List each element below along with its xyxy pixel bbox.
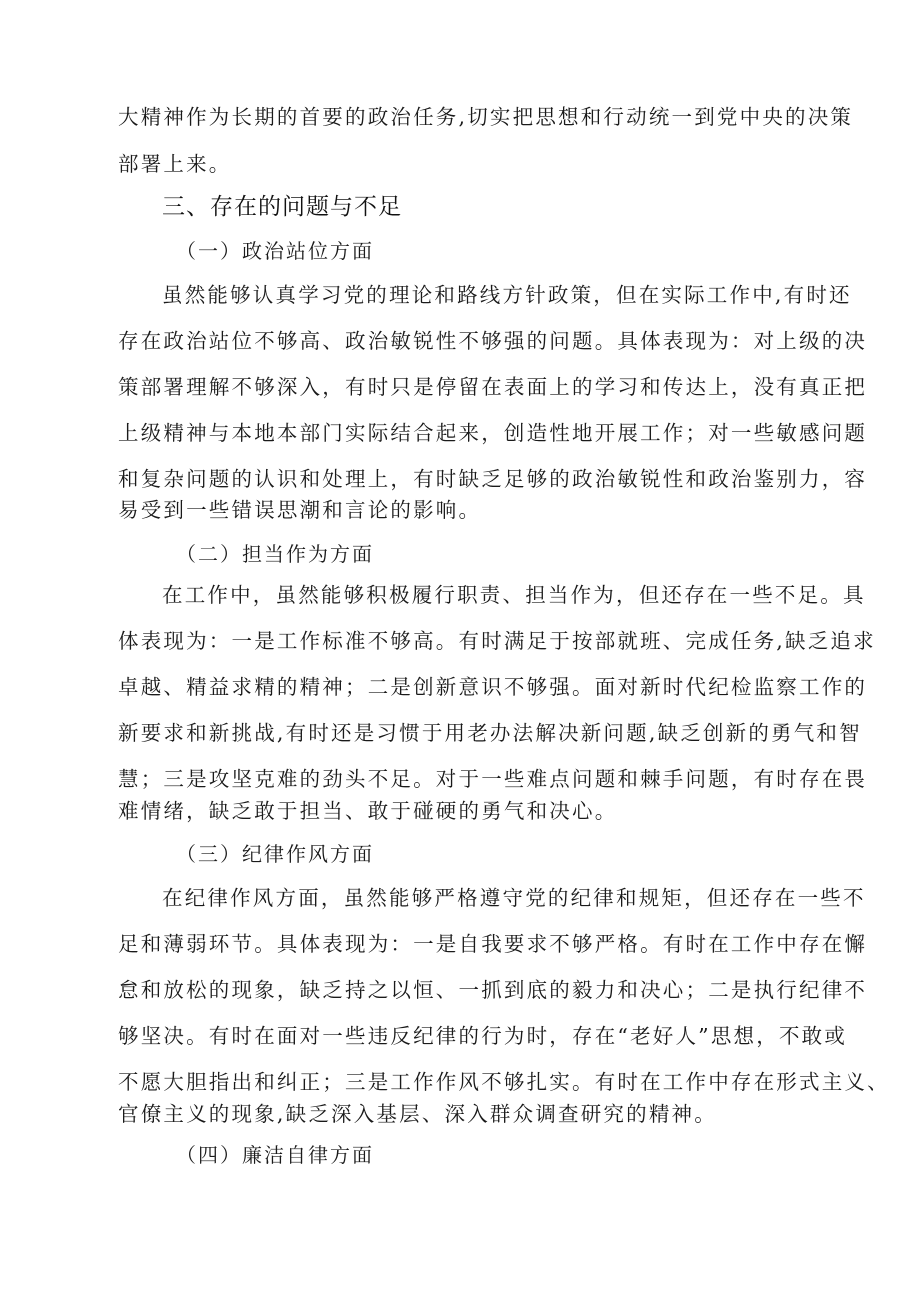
intro-line-1: 大精神作为长期的首要的政治任务,切实把思想和行动统一到党中央的决策: [118, 105, 854, 129]
s1-line-4: 上级精神与本地本部门实际结合起来，创造性地开展工作；对一些敏感问题: [118, 421, 868, 445]
intro-line-2: 部署上来。: [118, 152, 232, 176]
subsection-title-1: （一）政治站位方面: [176, 239, 374, 263]
s2-line-6: 难情绪，缺乏敢于担当、敢于碰硬的勇气和决心。: [118, 799, 618, 823]
s2-line-5: 慧；三是攻坚克难的劲头不足。对于一些难点问题和棘手问题，有时存在畏: [118, 767, 868, 791]
s3-line-4: 够坚决。有时在面对一些违反纪律的行为时，存在“老好人”思想，不敢或: [118, 1024, 848, 1048]
s3-line-6: 官僚主义的现象,缺乏深入基层、深入群众调查研究的精神。: [118, 1102, 717, 1126]
s2-line-4: 新要求和新挑战,有时还是习惯于用老办法解决新问题,缺乏创新的勇气和智: [118, 721, 862, 745]
s1-line-5: 和复杂问题的认识和处理上，有时缺乏足够的政治敏锐性和政治鉴别力，容: [118, 467, 868, 491]
s3-line-3: 怠和放松的现象，缺乏持之以恒、一抓到底的毅力和决心；二是执行纪律不: [118, 978, 868, 1002]
s2-line-1: 在工作中，虽然能够积极履行职责、担当作为，但还存在一些不足。具: [162, 583, 866, 607]
s1-line-3: 策部署理解不够深入，有时只是停留在表面上的学习和传达上，没有真正把: [118, 375, 868, 399]
s1-line-2: 存在政治站位不够高、政治敏锐性不够强的问题。具体表现为：对上级的决: [118, 329, 868, 353]
subsection-title-3: （三）纪律作风方面: [176, 842, 374, 866]
s3-line-2: 足和薄弱环节。具体表现为：一是自我要求不够严格。有时在工作中存在懈: [118, 932, 868, 956]
subsection-title-2: （二）担当作为方面: [176, 542, 374, 566]
s1-line-6: 易受到一些错误思潮和言论的影响。: [118, 498, 482, 522]
s3-line-5: 不愿大胆指出和纠正；三是工作作风不够扎实。有时在工作中存在形式主义、: [118, 1070, 890, 1094]
s3-line-1: 在纪律作风方面，虽然能够严格遵守党的纪律和规矩，但还存在一些不: [162, 886, 866, 910]
s2-line-2: 体表现为：一是工作标准不够高。有时满足于按部就班、完成任务,缺乏追求: [118, 629, 876, 653]
section-heading: 三、存在的问题与不足: [162, 194, 402, 220]
subsection-title-4: （四）廉洁自律方面: [176, 1143, 374, 1167]
s2-line-3: 卓越、精益求精的精神；二是创新意识不够强。面对新时代纪检监察工作的: [118, 675, 868, 699]
s1-line-1: 虽然能够认真学习党的理论和路线方针政策，但在实际工作中,有时还: [162, 283, 852, 307]
